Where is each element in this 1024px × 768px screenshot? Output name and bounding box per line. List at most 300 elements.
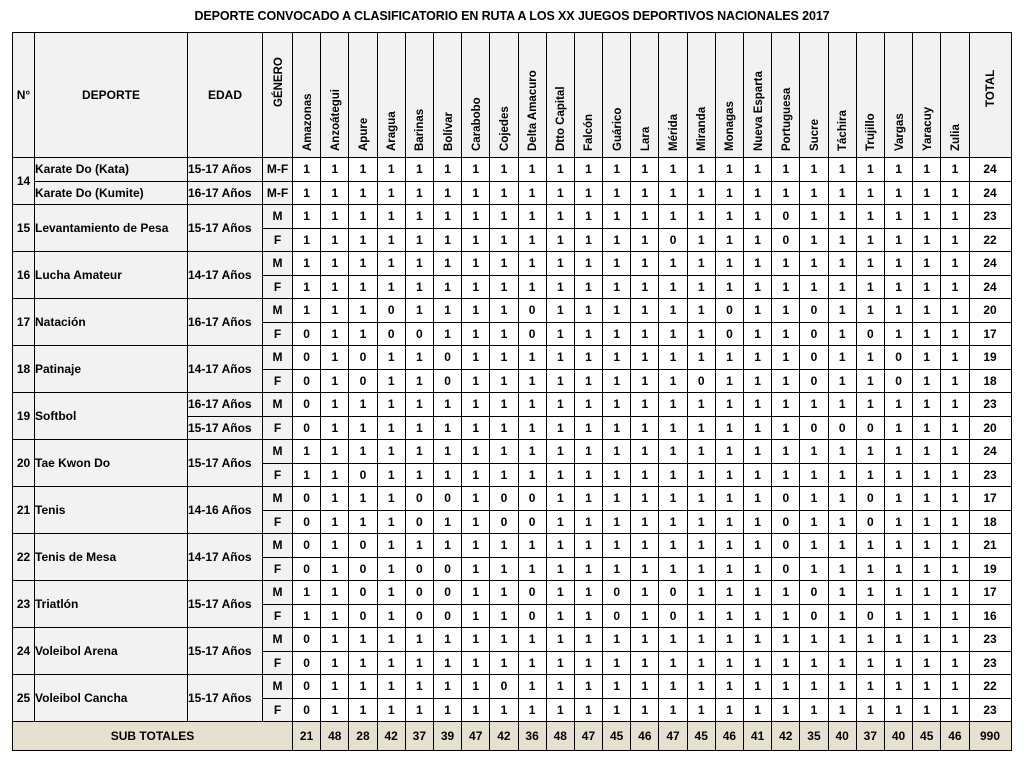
sport-name: Voleibol Arena [35, 628, 188, 675]
state-value-cell: 1 [941, 181, 969, 205]
state-value-cell: 1 [659, 651, 687, 675]
state-value-cell: 1 [405, 675, 433, 699]
sport-number: 19 [13, 393, 35, 440]
state-value-cell: 0 [405, 604, 433, 628]
state-value-cell: 1 [349, 205, 377, 229]
state-value-cell: 1 [744, 463, 772, 487]
table-row [13, 181, 1012, 205]
state-value-cell: 1 [659, 557, 687, 581]
state-value-cell: 0 [856, 510, 884, 534]
state-value-cell: 1 [884, 440, 912, 464]
state-value-cell: 0 [856, 604, 884, 628]
state-value-cell: 0 [293, 675, 321, 699]
state-value-cell: 1 [913, 322, 941, 346]
header-state-trujillo [856, 33, 884, 158]
state-value-cell: 1 [828, 252, 856, 276]
state-value-cell: 1 [772, 604, 800, 628]
state-value-cell: 1 [744, 440, 772, 464]
state-value-cell: 1 [659, 698, 687, 722]
state-value-cell: 1 [884, 628, 912, 652]
state-value-cell: 1 [715, 440, 743, 464]
state-value-cell: 1 [631, 534, 659, 558]
state-value-cell: 0 [349, 581, 377, 605]
state-value-cell: 1 [913, 346, 941, 370]
state-value-cell: 1 [744, 487, 772, 511]
state-value-cell: 1 [546, 487, 574, 511]
state-value-cell: 1 [828, 322, 856, 346]
header-state-label: Sucre [808, 119, 821, 151]
state-value-cell: 1 [800, 463, 828, 487]
state-value-cell: 1 [462, 510, 490, 534]
state-value-cell: 0 [884, 346, 912, 370]
row-total: 18 [969, 510, 1011, 534]
state-value-cell: 1 [433, 393, 461, 417]
state-value-cell: 1 [828, 510, 856, 534]
row-total: 17 [969, 487, 1011, 511]
state-value-cell: 1 [884, 205, 912, 229]
state-value-cell: 1 [574, 158, 602, 182]
state-value-cell: 0 [293, 487, 321, 511]
state-value-cell: 1 [856, 346, 884, 370]
state-value-cell: 1 [659, 158, 687, 182]
state-value-cell: 1 [603, 510, 631, 534]
state-value-cell: 0 [772, 487, 800, 511]
state-value-cell: 1 [462, 581, 490, 605]
state-value-cell: 1 [321, 651, 349, 675]
subtotal-value-cell: 48 [546, 722, 574, 751]
state-value-cell: 1 [828, 487, 856, 511]
state-value-cell: 1 [603, 299, 631, 323]
state-value-cell: 1 [715, 393, 743, 417]
state-value-cell: 0 [349, 463, 377, 487]
state-value-cell: 1 [772, 698, 800, 722]
state-value-cell: 1 [772, 393, 800, 417]
header-state-label: Miranda [696, 106, 709, 151]
header-state-sucre [800, 33, 828, 158]
header-state-m-rida [659, 33, 687, 158]
row-total: 24 [969, 275, 1011, 299]
state-value-cell: 0 [518, 299, 546, 323]
state-value-cell: 1 [377, 275, 405, 299]
row-total: 23 [969, 628, 1011, 652]
row-total: 23 [969, 651, 1011, 675]
state-value-cell: 1 [913, 651, 941, 675]
state-value-cell: 1 [744, 228, 772, 252]
header-state-monagas [715, 33, 743, 158]
state-value-cell: 1 [744, 299, 772, 323]
state-value-cell: 0 [800, 299, 828, 323]
state-value-cell: 1 [462, 675, 490, 699]
state-value-cell: 1 [490, 557, 518, 581]
state-value-cell: 1 [349, 299, 377, 323]
state-value-cell: 1 [603, 228, 631, 252]
state-value-cell: 1 [546, 228, 574, 252]
state-value-cell: 1 [321, 346, 349, 370]
state-value-cell: 1 [913, 487, 941, 511]
table-row [13, 346, 1012, 370]
state-value-cell: 1 [715, 534, 743, 558]
sport-name: Tenis [35, 487, 188, 534]
state-value-cell: 1 [405, 205, 433, 229]
state-value-cell: 1 [800, 158, 828, 182]
state-value-cell: 0 [518, 581, 546, 605]
state-value-cell: 1 [518, 698, 546, 722]
state-value-cell: 1 [293, 581, 321, 605]
state-value-cell: 1 [377, 158, 405, 182]
header-state-portuguesa [772, 33, 800, 158]
state-value-cell: 1 [687, 228, 715, 252]
state-value-cell: 1 [349, 510, 377, 534]
state-value-cell: 1 [433, 510, 461, 534]
state-value-cell: 1 [462, 369, 490, 393]
header-state-label: Táchira [837, 110, 850, 151]
state-value-cell: 1 [856, 675, 884, 699]
state-value-cell: 1 [490, 651, 518, 675]
state-value-cell: 1 [913, 416, 941, 440]
state-value-cell: 1 [462, 205, 490, 229]
state-value-cell: 1 [856, 557, 884, 581]
header-state-barinas [405, 33, 433, 158]
age-range: 14-17 Años [188, 252, 263, 299]
state-value-cell: 0 [349, 604, 377, 628]
state-value-cell: 1 [884, 651, 912, 675]
row-total: 24 [969, 252, 1011, 276]
row-total: 19 [969, 557, 1011, 581]
state-value-cell: 1 [856, 205, 884, 229]
state-value-cell: 1 [631, 557, 659, 581]
state-value-cell: 1 [856, 158, 884, 182]
subtotal-value-cell: 45 [913, 722, 941, 751]
subtotal-value-cell: 40 [828, 722, 856, 751]
state-value-cell: 1 [321, 604, 349, 628]
gender-cell: M [263, 346, 293, 370]
header-state-gu-rico [603, 33, 631, 158]
state-value-cell: 1 [941, 698, 969, 722]
state-value-cell: 0 [293, 322, 321, 346]
state-value-cell: 1 [293, 275, 321, 299]
state-value-cell: 1 [715, 628, 743, 652]
state-value-cell: 1 [856, 181, 884, 205]
gender-cell: F [263, 275, 293, 299]
state-value-cell: 1 [518, 440, 546, 464]
state-value-cell: 1 [772, 463, 800, 487]
state-value-cell: 1 [518, 252, 546, 276]
gender-cell: M [263, 534, 293, 558]
state-value-cell: 0 [490, 510, 518, 534]
subtotal-value-cell: 21 [293, 722, 321, 751]
state-value-cell: 1 [490, 252, 518, 276]
state-value-cell: 1 [772, 651, 800, 675]
state-value-cell: 1 [744, 675, 772, 699]
state-value-cell: 1 [687, 205, 715, 229]
row-total: 21 [969, 534, 1011, 558]
state-value-cell: 1 [913, 510, 941, 534]
state-value-cell: 1 [377, 581, 405, 605]
state-value-cell: 1 [293, 228, 321, 252]
state-value-cell: 1 [574, 463, 602, 487]
state-value-cell: 0 [715, 322, 743, 346]
state-value-cell: 1 [433, 440, 461, 464]
state-value-cell: 1 [715, 158, 743, 182]
state-value-cell: 0 [603, 581, 631, 605]
state-value-cell: 1 [377, 463, 405, 487]
state-value-cell: 1 [800, 393, 828, 417]
sport-name: Triatlón [35, 581, 188, 628]
state-value-cell: 0 [518, 604, 546, 628]
state-value-cell: 1 [715, 604, 743, 628]
state-value-cell: 1 [574, 675, 602, 699]
state-value-cell: 1 [518, 651, 546, 675]
header-state-falc-n [574, 33, 602, 158]
state-value-cell: 1 [433, 181, 461, 205]
gender-cell: F [263, 698, 293, 722]
state-value-cell: 1 [800, 252, 828, 276]
state-value-cell: 1 [377, 510, 405, 534]
state-value-cell: 1 [293, 252, 321, 276]
state-value-cell: 1 [462, 393, 490, 417]
state-value-cell: 1 [405, 346, 433, 370]
header-state-label: Carabobo [470, 97, 483, 151]
state-value-cell: 1 [631, 346, 659, 370]
state-value-cell: 0 [800, 416, 828, 440]
state-value-cell: 1 [405, 369, 433, 393]
age-range: 15-17 Años [188, 416, 263, 440]
state-value-cell: 1 [659, 440, 687, 464]
state-value-cell: 1 [659, 393, 687, 417]
state-value-cell: 1 [687, 346, 715, 370]
state-value-cell: 1 [828, 158, 856, 182]
state-value-cell: 1 [631, 628, 659, 652]
header-state-apure [349, 33, 377, 158]
state-value-cell: 1 [687, 510, 715, 534]
sport-name: Tae Kwon Do [35, 440, 188, 487]
sport-number: 18 [13, 346, 35, 393]
state-value-cell: 1 [828, 698, 856, 722]
state-value-cell: 1 [687, 463, 715, 487]
state-value-cell: 1 [772, 275, 800, 299]
state-value-cell: 1 [913, 205, 941, 229]
row-total: 16 [969, 604, 1011, 628]
state-value-cell: 1 [546, 275, 574, 299]
state-value-cell: 1 [659, 181, 687, 205]
state-value-cell: 1 [574, 604, 602, 628]
state-value-cell: 1 [941, 205, 969, 229]
state-value-cell: 1 [574, 557, 602, 581]
state-value-cell: 1 [574, 651, 602, 675]
state-value-cell: 0 [518, 510, 546, 534]
age-range: 15-17 Años [188, 440, 263, 487]
state-value-cell: 1 [293, 604, 321, 628]
state-value-cell: 1 [744, 510, 772, 534]
state-value-cell: 0 [518, 487, 546, 511]
state-value-cell: 1 [462, 463, 490, 487]
table-row [13, 299, 1012, 323]
gender-cell: F [263, 369, 293, 393]
state-value-cell: 1 [405, 275, 433, 299]
sport-name: Karate Do (Kumite) [35, 181, 188, 205]
state-value-cell: 1 [828, 581, 856, 605]
state-value-cell: 1 [293, 158, 321, 182]
header-number: N° [13, 33, 35, 158]
state-value-cell: 1 [349, 651, 377, 675]
state-value-cell: 1 [574, 628, 602, 652]
state-value-cell: 0 [349, 369, 377, 393]
header-state-cojedes [490, 33, 518, 158]
state-value-cell: 1 [293, 440, 321, 464]
row-total: 23 [969, 205, 1011, 229]
state-value-cell: 1 [856, 534, 884, 558]
state-value-cell: 1 [941, 651, 969, 675]
state-value-cell: 1 [800, 487, 828, 511]
state-value-cell: 1 [546, 510, 574, 534]
state-value-cell: 1 [433, 252, 461, 276]
state-value-cell: 1 [631, 698, 659, 722]
state-value-cell: 1 [518, 346, 546, 370]
state-value-cell: 1 [659, 487, 687, 511]
state-value-cell: 1 [687, 299, 715, 323]
state-value-cell: 1 [321, 416, 349, 440]
state-value-cell: 1 [462, 698, 490, 722]
state-value-cell: 1 [490, 628, 518, 652]
state-value-cell: 1 [772, 675, 800, 699]
header-state-aragua [377, 33, 405, 158]
state-value-cell: 1 [546, 369, 574, 393]
age-range: 15-17 Años [188, 581, 263, 628]
state-value-cell: 1 [321, 510, 349, 534]
age-range: 15-17 Años [188, 158, 263, 182]
state-value-cell: 1 [941, 416, 969, 440]
state-value-cell: 1 [574, 322, 602, 346]
row-total: 20 [969, 299, 1011, 323]
header-state-label: Zulia [949, 124, 962, 151]
state-value-cell: 1 [405, 252, 433, 276]
sport-number: 20 [13, 440, 35, 487]
state-value-cell: 1 [321, 557, 349, 581]
state-value-cell: 1 [321, 698, 349, 722]
state-value-cell: 1 [574, 698, 602, 722]
state-value-cell: 1 [884, 252, 912, 276]
state-value-cell: 1 [546, 604, 574, 628]
state-value-cell: 1 [603, 416, 631, 440]
state-value-cell: 1 [941, 487, 969, 511]
state-value-cell: 1 [546, 628, 574, 652]
header-gender-label: GÉNERO [272, 57, 285, 107]
state-value-cell: 1 [490, 393, 518, 417]
table-row [13, 534, 1012, 558]
state-value-cell: 1 [687, 440, 715, 464]
age-range: 14-17 Años [188, 346, 263, 393]
header-state-label: Aragua [386, 111, 399, 151]
state-value-cell: 1 [349, 487, 377, 511]
row-total: 24 [969, 158, 1011, 182]
state-value-cell: 1 [349, 252, 377, 276]
state-value-cell: 0 [293, 534, 321, 558]
state-value-cell: 1 [518, 205, 546, 229]
header-gender [263, 33, 293, 158]
state-value-cell: 1 [659, 463, 687, 487]
state-value-cell: 1 [631, 228, 659, 252]
age-range: 14-17 Años [188, 534, 263, 581]
state-value-cell: 1 [828, 651, 856, 675]
state-value-cell: 1 [744, 275, 772, 299]
state-value-cell: 1 [631, 158, 659, 182]
state-value-cell: 1 [715, 463, 743, 487]
state-value-cell: 1 [433, 463, 461, 487]
state-value-cell: 1 [321, 581, 349, 605]
state-value-cell: 1 [462, 604, 490, 628]
gender-cell: M [263, 628, 293, 652]
sport-number: 23 [13, 581, 35, 628]
gender-cell: M [263, 299, 293, 323]
table-row [13, 393, 1012, 417]
age-range: 15-17 Años [188, 675, 263, 722]
state-value-cell: 1 [659, 416, 687, 440]
state-value-cell: 1 [772, 346, 800, 370]
state-value-cell: 1 [405, 651, 433, 675]
state-value-cell: 1 [603, 463, 631, 487]
state-value-cell: 1 [321, 534, 349, 558]
row-total: 17 [969, 322, 1011, 346]
row-total: 19 [969, 346, 1011, 370]
state-value-cell: 0 [659, 228, 687, 252]
state-value-cell: 0 [433, 557, 461, 581]
state-value-cell: 1 [884, 510, 912, 534]
state-value-cell: 1 [490, 369, 518, 393]
sport-number: 16 [13, 252, 35, 299]
state-value-cell: 1 [913, 158, 941, 182]
state-value-cell: 1 [574, 299, 602, 323]
header-state-label: Falcón [583, 113, 596, 151]
state-value-cell: 1 [293, 205, 321, 229]
state-value-cell: 1 [772, 181, 800, 205]
state-value-cell: 1 [603, 698, 631, 722]
state-value-cell: 1 [744, 252, 772, 276]
state-value-cell: 1 [828, 181, 856, 205]
state-value-cell: 1 [913, 228, 941, 252]
state-value-cell: 1 [941, 393, 969, 417]
state-value-cell: 1 [518, 463, 546, 487]
state-value-cell: 1 [744, 557, 772, 581]
row-total: 18 [969, 369, 1011, 393]
state-value-cell: 0 [349, 534, 377, 558]
state-value-cell: 1 [884, 322, 912, 346]
state-value-cell: 1 [546, 698, 574, 722]
state-value-cell: 1 [884, 158, 912, 182]
state-value-cell: 1 [828, 675, 856, 699]
sport-name: Voleibol Cancha [35, 675, 188, 722]
table-row [13, 440, 1012, 464]
header-state-label: Apure [357, 117, 370, 151]
state-value-cell: 1 [518, 416, 546, 440]
state-value-cell: 0 [433, 346, 461, 370]
state-value-cell: 1 [603, 346, 631, 370]
state-value-cell: 1 [490, 581, 518, 605]
gender-cell: M [263, 440, 293, 464]
state-value-cell: 1 [800, 534, 828, 558]
state-value-cell: 1 [546, 299, 574, 323]
state-value-cell: 1 [772, 322, 800, 346]
state-value-cell: 0 [800, 581, 828, 605]
gender-cell: F [263, 651, 293, 675]
state-value-cell: 1 [687, 181, 715, 205]
state-value-cell: 1 [462, 534, 490, 558]
state-value-cell: 1 [405, 416, 433, 440]
sport-number: 14 [13, 158, 35, 205]
header-state-label: Nueva Esparta [752, 71, 765, 151]
gender-cell: F [263, 322, 293, 346]
subtotal-value-cell: 47 [659, 722, 687, 751]
state-value-cell: 1 [490, 181, 518, 205]
